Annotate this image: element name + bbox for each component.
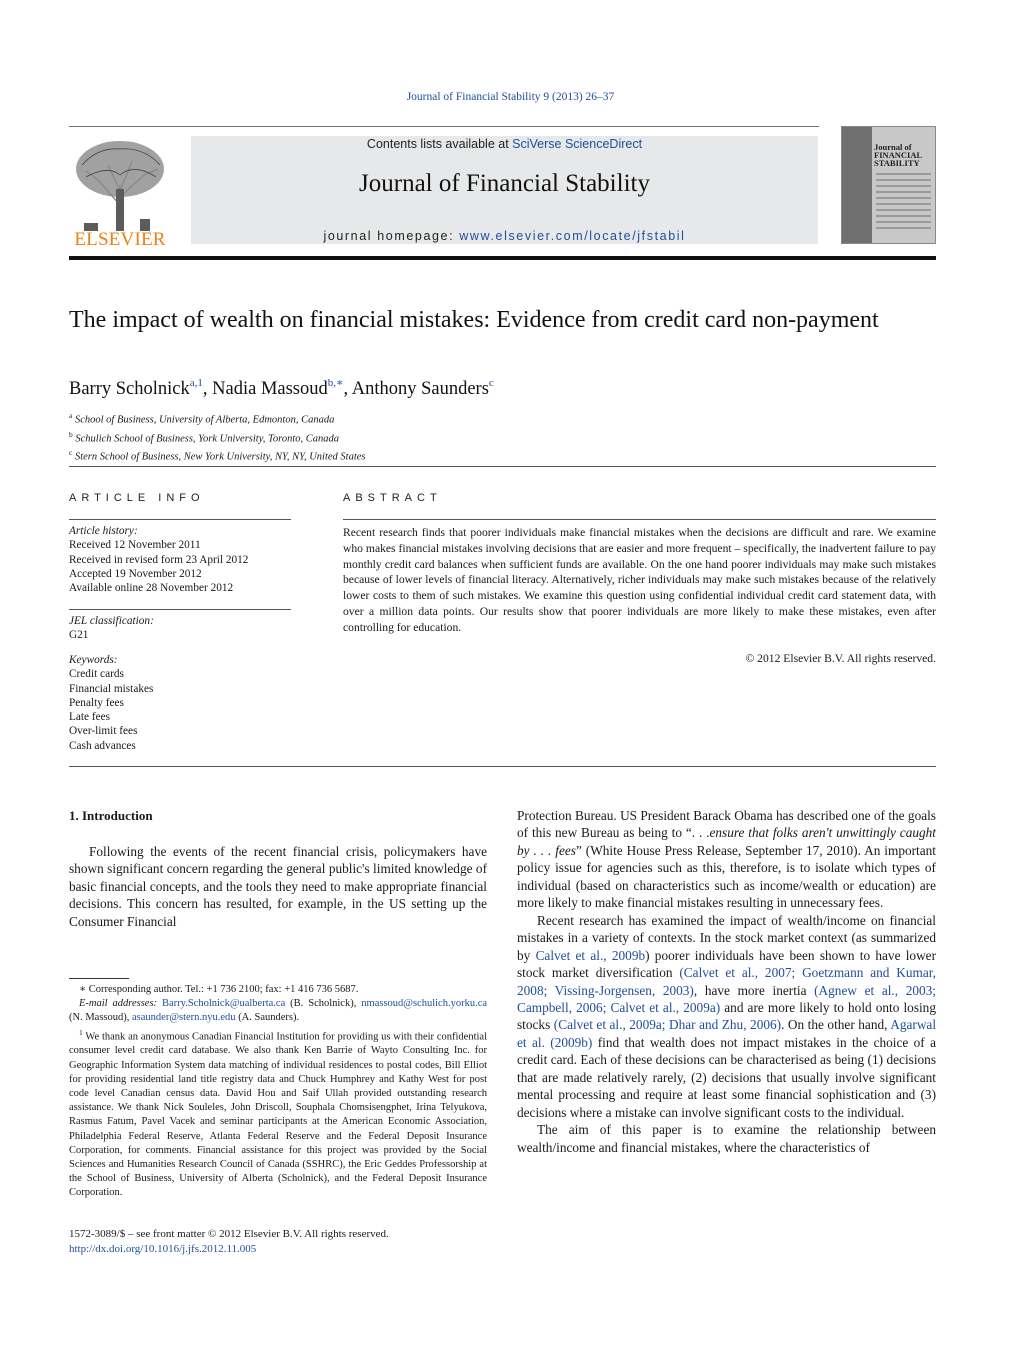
- keyword: Financial mistakes: [69, 682, 154, 695]
- contents-availability: [191, 137, 818, 151]
- right-column: [517, 807, 936, 1156]
- author-list: Barry Scholnick$^{a,1}$, Nadia Massoud$^{b,∗}$, Anthony Saunders$^c$: [69, 377, 494, 399]
- intro-paragraph: The aim of this paper is to examine the relationship between wealth/income and financial mistakes, where the characteristics of: [517, 1122, 936, 1155]
- email-link[interactable]: Barry.Scholnick@ualberta.ca: [161, 998, 286, 1010]
- affiliation-item: $^a$ School of Business, University of Alberta, Edmonton, Canada: [69, 411, 335, 426]
- history-item: Received in revised form 23 April 2012: [69, 553, 249, 566]
- cover-text-lines: [876, 173, 931, 233]
- issn-line: 1572-3089/$ – see front matter © 2012 Elsevier B.V. All rights reserved.: [69, 1228, 389, 1240]
- author-name: Anthony Saunders: [351, 379, 489, 399]
- citation-link[interactable]: Agarwal et al. (2009b): [517, 1017, 937, 1050]
- homepage-link[interactable]: www.elsevier.com/locate/jfstabil: [459, 229, 686, 243]
- cover-title: Journal of FINANCIAL STABILITY: [874, 142, 922, 168]
- affiliation-item: $^c$ Stern School of Business, New York University, NY, NY, United States: [69, 448, 366, 463]
- header-thick-rule: [69, 256, 936, 260]
- doi-link[interactable]: http://dx.doi.org/10.1016/j.jfs.2012.11.005: [69, 1242, 257, 1255]
- history-label: Article history:: [69, 525, 138, 537]
- front-divider: [69, 766, 936, 767]
- journal-homepage: [191, 229, 818, 243]
- sciencedirect-link[interactable]: SciVerse ScienceDirect: [512, 137, 643, 151]
- footnotes: [69, 983, 487, 1201]
- history-item: Received 12 November 2011: [69, 539, 201, 552]
- footnote-1: $^1$ We thank an anonymous Canadian Financial Institution for providing us with their confidential consumer level credit card database. We also thank Ken Barrie of Wayto Consulting Inc. for Geographic Information System data matching of individual residences to postal codes, Bill Elliot for providing residential land title registry data and Chuck Humphrey and Kathy West for post code level Canadian census data. David Hou and Saif Ullah provided outstanding research assistance. We thank Nick Souleles, John Driscoll, Souphala Chomsisengphet, Irina Telyukova, Rasmus Fatum, Pavel Vacek and seminar participants at the American Economic Association, Philadelphia Federal Reserve, Atlanta Federal Reserve and the Federal Deposit Insurance Corporation, for comments. Financial assistance for this project was provided by the Social Sciences and Humanities Research Council of Canada (SSHRC), the Eric Geddes Professorship at the School of Business, University of Alberta (Scholnick), and the Federal Deposit Insurance Corporation.: [69, 1027, 487, 1199]
- intro-paragraph: Recent research has examined the impact of wealth/income on financial mistakes in a variety of contexts. In the stock market context (as summarized by Calvet et al., 2009b) poorer individuals have been shown to have lower stock market diversification (Calvet et al., 2007; Goetzmann and Kumar, 2008; Vissing-Jorgensen, 2003), have more inertia (Agnew et al., 2003; Campbell, 2006; Calvet et al., 2009a) and are more likely to hold onto losing stocks (Calvet et al., 2009a; Dhar and Zhu, 2006). On the other hand, Agarwal et al. (2009b) find that wealth does not impact mistakes in the choice of a credit card. Each of these decisions can be characterised as being (1) decisions that are made relatively rarely, (2) decisions that usually involve significant mental processing and require at least some financial sophistication and (3) decisions where a mistake can involve significant costs to the individual.: [517, 912, 937, 1120]
- history-item: Accepted 19 November 2012: [69, 567, 202, 580]
- jel-label: JEL classification:: [69, 615, 154, 627]
- cover-band: [842, 127, 872, 244]
- footnote-corresponding: ∗ Corresponding author. Tel.: +1 736 2100; fax: +1 416 736 5687.: [79, 984, 359, 995]
- keyword: Over-limit fees: [69, 725, 138, 738]
- journal-title: Journal of Financial Stability: [359, 170, 650, 197]
- keyword: Credit cards: [69, 668, 124, 681]
- footnote-emails: E-mail addresses: Barry.Scholnick@ualberta.ca (B. Scholnick), nmassoud@schulich.yorku.ca (N. Massoud), asaunder@stern.nyu.edu (A. Saunders).: [69, 998, 488, 1024]
- history-item: Available online 28 November 2012: [69, 582, 234, 595]
- keyword: Cash advances: [69, 739, 136, 752]
- front-matter: [69, 1227, 389, 1256]
- keywords-label: Keywords:: [69, 654, 118, 666]
- intro-paragraph: Following the events of the recent financial crisis, policymakers have shown significant concern regarding the general public's limited knowledge of basic financial concepts, and the tools they need to make appropriate financial decisions. This concern has resulted, for example, in the US setting up the Consumer Financial: [69, 844, 487, 929]
- abstract-copyright: © 2012 Elsevier B.V. All rights reserved.: [745, 652, 936, 665]
- author-name: Nadia Massoud: [212, 379, 328, 399]
- author-marks[interactable]: b,∗: [327, 377, 344, 389]
- citation-link[interactable]: (Calvet et al., 2007; Goetzmann and Kumar, 2008; Vissing-Jorgensen, 2003): [517, 965, 936, 998]
- email-link[interactable]: asaunder@stern.nyu.edu: [132, 1012, 236, 1024]
- left-column: [69, 843, 487, 930]
- keywords: [69, 653, 291, 753]
- contents-prefix: Contents lists available at: [366, 137, 513, 151]
- author-marks[interactable]: c: [488, 377, 494, 389]
- jel-classification: [69, 614, 291, 643]
- keyword: Penalty fees: [69, 696, 124, 709]
- abstract-text: Recent research finds that poorer individuals make financial mistakes when the decisions are difficult and rare. We examine who makes financial mistakes involving decisions that are easier and more frequent – specifically, the inadvertent failure to pay monthly credit card balances when sufficient funds are available. On the one hand poorer individuals may make such mistakes because of lower levels of financial literacy. Alternatively, richer individuals may make such mistakes because of the relatively lower costs to them of such mistakes. We examine this question using confidential individual credit card statement data, with over a million data points. Our results show that poorer individuals are more likely to make these mistakes, even after controlling for education.: [343, 526, 936, 634]
- section-heading-introduction: 1. Introduction: [69, 808, 153, 823]
- citation-link[interactable]: Calvet et al., 2009b: [535, 947, 646, 963]
- article-history: [69, 524, 291, 595]
- citation-link[interactable]: (Calvet et al., 2009a; Dhar and Zhu, 2006): [553, 1017, 782, 1033]
- article-info-rule: [69, 519, 291, 520]
- article-title: The impact of wealth on financial mistakes: Evidence from credit card non-payment: [69, 307, 879, 333]
- article-info-heading: ARTICLE INFO: [69, 492, 205, 504]
- journal-cover-thumbnail[interactable]: [841, 126, 936, 244]
- homepage-prefix: journal homepage:: [323, 229, 460, 243]
- author-marks[interactable]: a,1: [189, 377, 203, 389]
- elsevier-wordmark: ELSEVIER: [74, 229, 166, 250]
- title-divider: [69, 466, 936, 467]
- intro-paragraph: Protection Bureau. US President Barack Obama has described one of the goals of this new Bureau as being to “. . .ensure that folks aren't unwittingly caught by . . . fees” (White House Press Release, September 17, 2010). An important policy issue for agencies such as this, therefore, is to isolate which types of individual (based on characteristics such as income/wealth or education) are more likely to make financial mistakes resulting in unnecessary fees.: [517, 808, 936, 911]
- abstract-rule: [343, 519, 936, 520]
- abstract-heading: ABSTRACT: [343, 492, 442, 504]
- footnote-rule: [69, 978, 129, 979]
- jel-code: G21: [69, 629, 89, 642]
- keyword: Late fees: [69, 711, 111, 724]
- affiliations: [69, 409, 366, 465]
- jel-rule: [69, 609, 291, 610]
- email-link[interactable]: nmassoud@schulich.yorku.ca: [361, 998, 488, 1010]
- affiliation-item: $^b$ Schulich School of Business, York University, Toronto, Canada: [69, 429, 340, 444]
- header-top-rule: [69, 126, 819, 127]
- journal-citation[interactable]: Journal of Financial Stability 9 (2013) 26–37: [406, 91, 615, 103]
- author-name: Barry Scholnick: [69, 379, 190, 399]
- citation-link[interactable]: (Agnew et al., 2003; Campbell, 2006; Calvet et al., 2009a): [517, 982, 936, 1015]
